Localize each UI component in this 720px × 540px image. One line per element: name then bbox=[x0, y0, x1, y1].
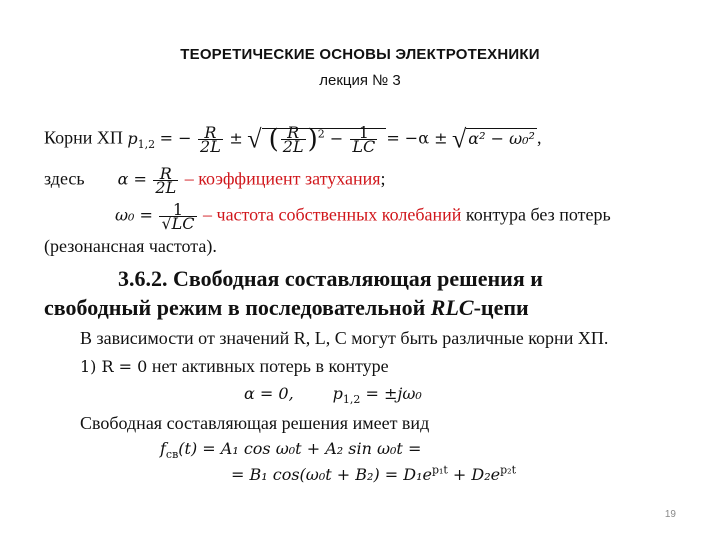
alpha-dash: – bbox=[184, 168, 194, 189]
alpha-frac: $\frac{R}{2L}$ bbox=[155, 164, 177, 197]
alpha-eq: α = bbox=[117, 169, 147, 189]
roots-pm: ± bbox=[229, 128, 243, 148]
body-p1: В зависимости от значений R, L, C могут быть различные корни ХП. bbox=[80, 328, 609, 348]
formula-f1: $f_{св}(t) = A_1$ cos ω₀t + A₂ sin ω₀t = bbox=[160, 439, 422, 462]
roots-radical: α² − ω₀² bbox=[468, 128, 535, 148]
roots-eq1: = − bbox=[159, 128, 192, 148]
omega-line2: (резонансная частота). bbox=[44, 236, 217, 256]
here-label: здесь bbox=[44, 168, 85, 189]
roots-square: 2 bbox=[317, 127, 325, 141]
body-p4: Свободная составляющая решения имеет вид bbox=[80, 413, 430, 433]
omega-term: частота собственных колебаний bbox=[216, 204, 462, 225]
roots-p: p bbox=[127, 128, 138, 148]
roots-frac1: $\frac{R}{2L}$ bbox=[200, 122, 221, 156]
page-number: 19 bbox=[664, 509, 676, 520]
section-heading-line2: свободный режим в последовательной RLC-цепи bbox=[44, 295, 529, 320]
omega-rest: контура без потерь bbox=[465, 204, 611, 225]
page-title: ТЕОРЕТИЧЕСКИЕ ОСНОВЫ ЭЛЕКТРОТЕХНИКИ bbox=[180, 46, 540, 63]
body-p2: 1) R = 0 нет активных потерь в контуре bbox=[80, 356, 389, 376]
roots-frac2: $\frac{R}{2L}$ bbox=[282, 122, 304, 156]
roots-frac3: $\frac{1}{LC}$ bbox=[352, 122, 376, 156]
roots-p-sub: 1,2 bbox=[137, 137, 156, 151]
formula-f2: = B₁ $\cos(\omega_0t + B_2) = D_1e^{p_1t} + D_2e^{p_2t}$ bbox=[231, 464, 517, 485]
roots-formula: Корни ХП $p_{1,2}$ = − $\frac{R}{2L}$ ± √ ( $\frac{R}{2L}$ )$^2$ − $\frac{1}{LC}$ = −α ± √ α² − ω₀² , bbox=[44, 122, 542, 156]
alpha-definition: здесь α = $\frac{R}{2L}$ – коэффициент затухания; bbox=[44, 164, 386, 197]
roots-label: Корни ХП bbox=[44, 127, 123, 148]
body-p3: α = 0, $p_{1,2} = \pm j\omega_0$ bbox=[244, 384, 422, 407]
roots-minus: − bbox=[329, 128, 344, 148]
alpha-term: коэффициент затухания bbox=[198, 168, 381, 189]
omega-dash: – bbox=[203, 204, 213, 225]
omega-frac: $\frac{1}{√LC}$ bbox=[161, 200, 195, 233]
omega-definition bbox=[115, 200, 611, 233]
lecture-number: лекция № 3 bbox=[319, 72, 401, 89]
section-heading-line1: 3.6.2. Свободная составляющая решения и bbox=[118, 266, 543, 291]
omega-lhs: ω₀ = bbox=[115, 205, 153, 225]
roots-eq2: = −α ± bbox=[386, 128, 448, 148]
